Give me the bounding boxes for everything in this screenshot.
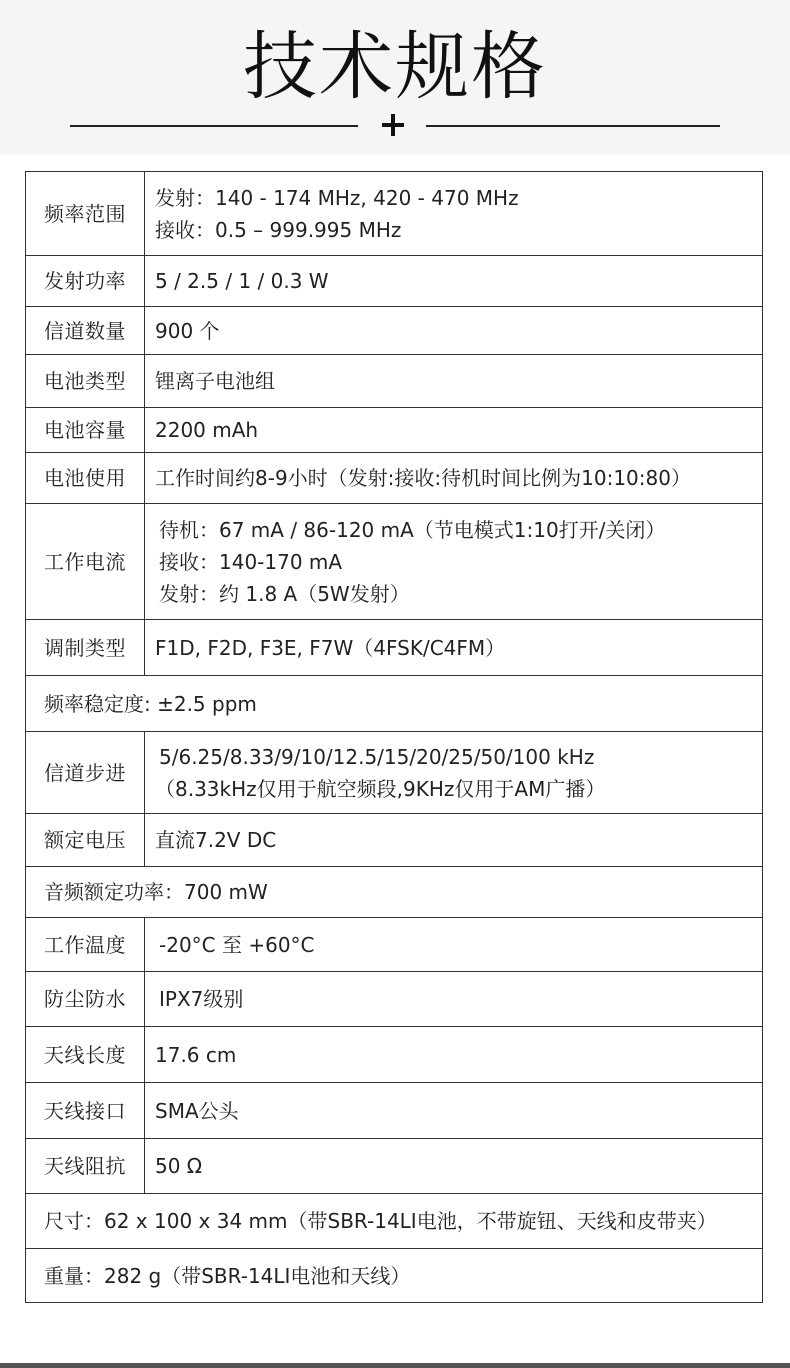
spec-value: 直流7.2V DC [145, 814, 763, 867]
bottom-divider [0, 1363, 790, 1368]
spec-row-tx-power [26, 256, 763, 307]
title-divider-right [426, 125, 720, 127]
title-divider-left [70, 125, 358, 127]
page-title: 技术规格 [243, 24, 547, 110]
spec-label: 信道步进 [26, 732, 145, 814]
spec-value-line: 待机：67 mA / 86-120 mA（节电模式1:10打开/关闭） [159, 517, 666, 542]
spec-row-channel-step [26, 732, 763, 814]
spec-label: 电池使用 [26, 453, 145, 504]
spec-row-battery-life [26, 453, 763, 504]
spec-label: 电池类型 [26, 355, 145, 408]
spec-value: 工作时间约8-9小时（发射:接收:待机时间比例为10:10:80） [145, 453, 763, 504]
spec-label: 发射功率 [26, 256, 145, 307]
spec-row-antenna-connector [26, 1083, 763, 1139]
spec-value: -20°C 至 +60°C [145, 918, 763, 972]
spec-value [145, 732, 763, 814]
spec-label: 调制类型 [26, 620, 145, 676]
spec-label: 额定电压 [26, 814, 145, 867]
spec-row-dimensions [26, 1194, 763, 1249]
spec-row-freq-stability [26, 676, 763, 732]
spec-value-line: （8.33kHz仅用于航空频段,9KHz仅用于AM广播） [155, 776, 606, 801]
spec-row-rated-voltage [26, 814, 763, 867]
spec-value-line: 接收：0.5 – 999.995 MHz [155, 217, 402, 242]
spec-value: 50 Ω [145, 1139, 763, 1194]
spec-value: 音频额定功率：700 mW [26, 867, 763, 918]
spec-value: 尺寸：62 x 100 x 34 mm（带SBR-14LI电池，不带旋钮、天线和皮带夹） [26, 1194, 763, 1249]
spec-value [145, 504, 763, 620]
spec-value-line: 5/6.25/8.33/9/10/12.5/15/20/25/50/100 kHz [159, 744, 595, 769]
spec-value: SMA公头 [145, 1083, 763, 1139]
spec-value: 17.6 cm [145, 1027, 763, 1083]
spec-value: 900 个 [145, 307, 763, 355]
spec-label: 电池容量 [26, 408, 145, 453]
spec-value: 重量：282 g（带SBR-14LI电池和天线） [26, 1249, 763, 1303]
plus-icon [380, 112, 406, 138]
spec-row-weight [26, 1249, 763, 1303]
spec-label: 工作电流 [26, 504, 145, 620]
spec-row-antenna-length [26, 1027, 763, 1083]
spec-value-line: 发射：约 1.8 A（5W发射） [159, 581, 410, 606]
spec-row-current [26, 504, 763, 620]
spec-label: 天线阻抗 [26, 1139, 145, 1194]
spec-row-audio-power [26, 867, 763, 918]
spec-row-waterproof [26, 972, 763, 1027]
spec-label: 防尘防水 [26, 972, 145, 1027]
spec-row-temperature [26, 918, 763, 972]
spec-row-freq-range [26, 172, 763, 256]
spec-label: 天线长度 [26, 1027, 145, 1083]
spec-value [145, 172, 763, 256]
spec-value-line: 发射：140 - 174 MHz, 420 - 470 MHz [155, 185, 519, 210]
spec-value: IPX7级别 [145, 972, 763, 1027]
spec-row-battery-type [26, 355, 763, 408]
spec-label: 信道数量 [26, 307, 145, 355]
spec-value: 5 / 2.5 / 1 / 0.3 W [145, 256, 763, 307]
spec-row-channels [26, 307, 763, 355]
header-banner [0, 0, 790, 154]
spec-label: 天线接口 [26, 1083, 145, 1139]
spec-row-antenna-impedance [26, 1139, 763, 1194]
spec-value: F1D, F2D, F3E, F7W（4FSK/C4FM） [145, 620, 763, 676]
spec-label: 频率范围 [26, 172, 145, 256]
spec-row-modulation [26, 620, 763, 676]
spec-table [25, 171, 763, 1303]
spec-value: 锂离子电池组 [145, 355, 763, 408]
spec-row-battery-capacity [26, 408, 763, 453]
spec-label: 工作温度 [26, 918, 145, 972]
spec-value: 2200 mAh [145, 408, 763, 453]
spec-value-line: 接收：140-170 mA [159, 549, 343, 574]
spec-value: 频率稳定度: ±2.5 ppm [26, 676, 763, 732]
